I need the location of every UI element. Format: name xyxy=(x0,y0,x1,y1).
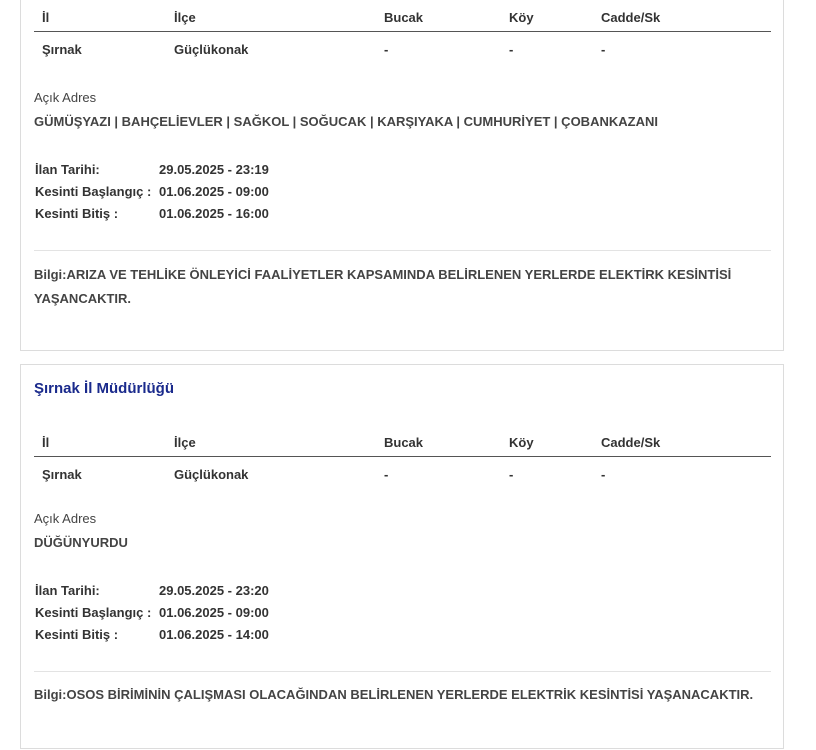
column-header-koy: Köy xyxy=(501,428,593,457)
table-row xyxy=(34,32,771,67)
outage-start-value: 01.06.2025 - 09:00 xyxy=(159,184,269,199)
info-text: Bilgi:ARIZA VE TEHLİKE ÖNLEYİCİ FAALİYETLER KAPSAMINDA BELİRLENEN YERLERDE ELEKTİRK KESİNTİSİ YAŞANCAKTIR. xyxy=(34,267,732,306)
column-header-bucak: Bucak xyxy=(376,3,501,32)
column-header-cadde: Cadde/Sk xyxy=(593,428,771,457)
address-value: GÜMÜŞYAZI | BAHÇELİEVLER | SAĞKOL | SOĞUCAK | KARŞIYAKA | CUMHURİYET | ÇOBANKAZANI xyxy=(34,114,658,129)
cell-koy: - xyxy=(509,466,514,482)
cell-il: Şırnak xyxy=(42,466,82,482)
announce-date-value: 29.05.2025 - 23:20 xyxy=(159,583,269,598)
location-table xyxy=(34,3,771,66)
cell-koy: - xyxy=(509,41,514,57)
address-label: Açık Adres xyxy=(34,90,97,105)
outage-start-label: Kesinti Başlangıç : xyxy=(35,605,152,620)
table-header-row xyxy=(34,3,771,32)
outage-start-value: 01.06.2025 - 09:00 xyxy=(159,605,269,620)
cell-cadde: - xyxy=(601,466,606,482)
outage-end-value: 01.06.2025 - 14:00 xyxy=(159,627,269,642)
cell-ilce: Güçlükonak xyxy=(174,41,249,57)
cell-il: Şırnak xyxy=(42,41,82,57)
column-header-ilce: İlçe xyxy=(166,3,376,32)
cell-cadde: - xyxy=(601,41,606,57)
outage-end-label: Kesinti Bitiş : xyxy=(35,627,119,642)
column-header-ilce: İlçe xyxy=(166,428,376,457)
address-value: DÜĞÜNYURDU xyxy=(34,535,128,550)
announce-date-value: 29.05.2025 - 23:19 xyxy=(159,162,269,177)
column-header-bucak: Bucak xyxy=(376,428,501,457)
info-text: Bilgi:OSOS BİRİMİNİN ÇALIŞMASI OLACAĞINDAN BELİRLENEN YERLERDE ELEKTRİK KESİNTİSİ YAŞANACAKTIR. xyxy=(34,687,754,702)
dates-block xyxy=(35,159,269,225)
outage-notice-card xyxy=(20,0,784,351)
dates-block xyxy=(35,580,269,646)
outage-start-label: Kesinti Başlangıç : xyxy=(35,184,152,199)
cell-ilce: Güçlükonak xyxy=(174,466,249,482)
location-table xyxy=(34,428,771,491)
announce-date-label: İlan Tarihi: xyxy=(35,162,100,177)
outage-end-value: 01.06.2025 - 16:00 xyxy=(159,206,269,221)
column-header-cadde: Cadde/Sk xyxy=(593,3,771,32)
cell-bucak: - xyxy=(384,466,389,482)
directorate-title: Şırnak İl Müdürlüğü xyxy=(34,380,175,397)
outage-notice-card xyxy=(20,364,784,749)
column-header-koy: Köy xyxy=(501,3,593,32)
column-header-il: İl xyxy=(34,3,166,32)
outage-end-label: Kesinti Bitiş : xyxy=(35,206,119,221)
divider xyxy=(34,671,771,672)
cell-bucak: - xyxy=(384,41,389,57)
address-label: Açık Adres xyxy=(34,511,97,526)
column-header-il: İl xyxy=(34,428,166,457)
divider xyxy=(34,250,771,251)
announce-date-label: İlan Tarihi: xyxy=(35,583,100,598)
table-header-row xyxy=(34,428,771,457)
table-row xyxy=(34,457,771,492)
